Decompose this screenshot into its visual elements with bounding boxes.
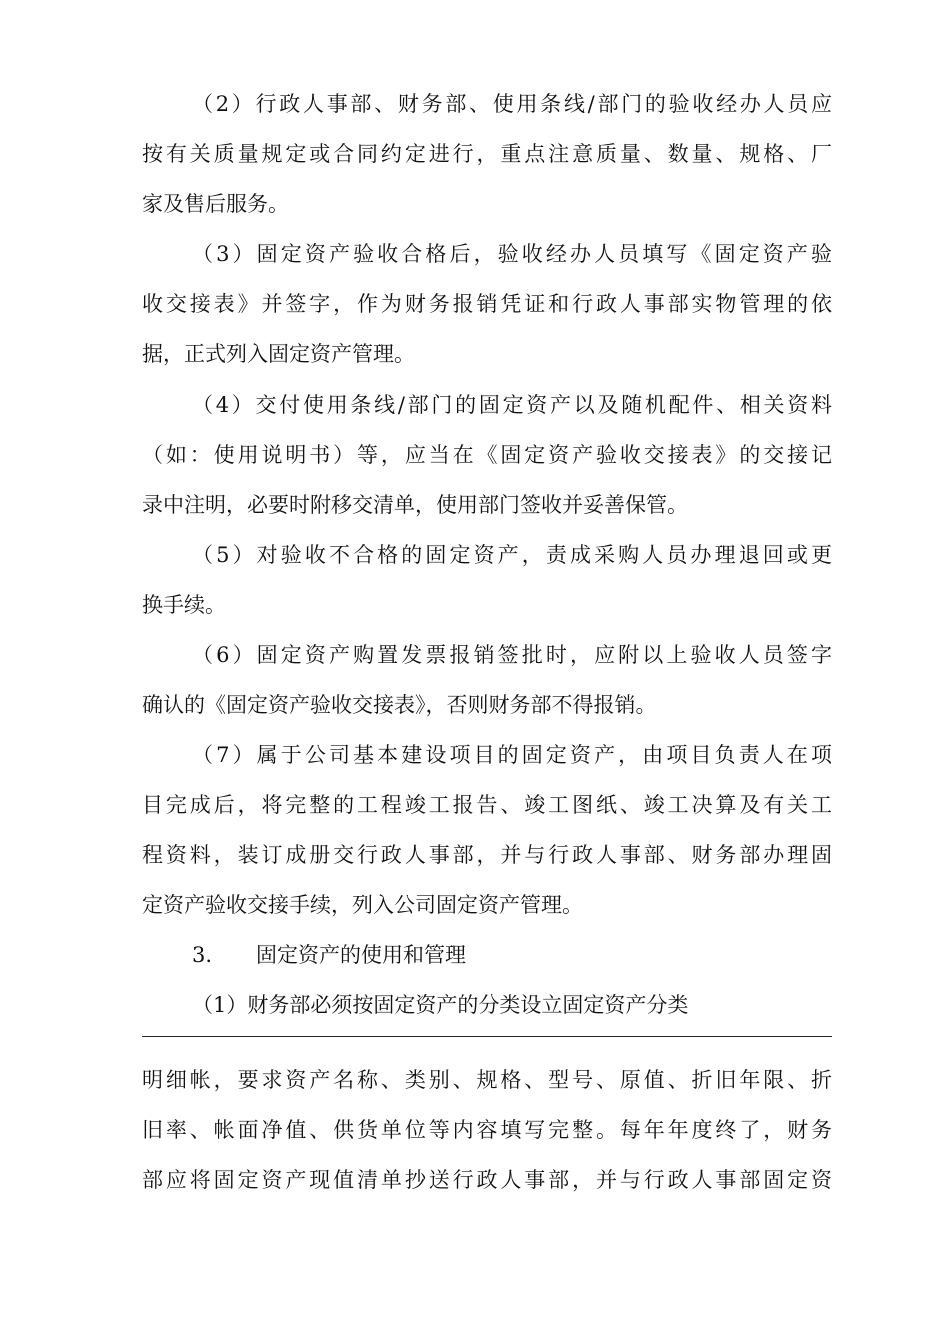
subparagraph-1-line-1: （1）财务部必须按固定资产的分类设立固定资产分类 <box>192 993 689 1017</box>
paragraph-7-line-3: 程资料，装订成册交行政人事部，并与行政人事部、财务部办理固 <box>142 843 832 867</box>
paragraph-6-line-2: 确认的《固定资产验收交接表》，否则财务部不得报销。 <box>142 693 657 717</box>
paragraph-7-line-1: （7）属于公司基本建设项目的固定资产，由项目负责人在项 <box>192 743 832 767</box>
paragraph-2-line-3: 家及售后服务。 <box>142 192 289 216</box>
continuation-line-3: 部应将固定资产现值清单抄送行政人事部，并与行政人事部固定资 <box>142 1168 832 1192</box>
section-3-number: 3. <box>192 943 213 967</box>
paragraph-2-line-1: （2）行政人事部、财务部、使用条线/部门的验收经办人员应 <box>192 92 832 116</box>
paragraph-3-line-1: （3）固定资产验收合格后，验收经办人员填写《固定资产验 <box>192 242 832 266</box>
continuation-line-2: 旧率、帐面净值、供货单位等内容填写完整。每年年度终了，财务 <box>142 1118 832 1142</box>
paragraph-3-line-2: 收交接表》并签字，作为财务报销凭证和行政人事部实物管理的依 <box>142 292 832 316</box>
paragraph-6-line-1: （6）固定资产购置发票报销签批时，应附以上验收人员签字 <box>192 643 832 667</box>
paragraph-3-line-3: 据，正式列入固定资产管理。 <box>142 342 415 366</box>
paragraph-7-line-2: 目完成后，将完整的工程竣工报告、竣工图纸、竣工决算及有关工 <box>142 793 832 817</box>
page-divider <box>142 1036 832 1037</box>
paragraph-7-line-4: 定资产验收交接手续，列入公司固定资产管理。 <box>142 893 583 917</box>
section-3-title: 固定资产的使用和管理 <box>256 943 466 967</box>
paragraph-4-line-1: （4）交付使用条线/部门的固定资产以及随机配件、相关资料 <box>192 393 832 417</box>
paragraph-5-line-1: （5）对验收不合格的固定资产，责成采购人员办理退回或更 <box>192 543 832 567</box>
continuation-line-1: 明细帐，要求资产名称、类别、规格、型号、原值、折旧年限、折 <box>142 1068 832 1092</box>
paragraph-5-line-2: 换手续。 <box>142 593 226 617</box>
paragraph-4-line-3: 录中注明，必要时附移交清单，使用部门签收并妥善保管。 <box>142 493 688 517</box>
paragraph-2-line-2: 按有关质量规定或合同约定进行，重点注意质量、数量、规格、厂 <box>142 142 832 166</box>
paragraph-4-line-2: （如：使用说明书）等，应当在《固定资产验收交接表》的交接记 <box>142 443 832 467</box>
